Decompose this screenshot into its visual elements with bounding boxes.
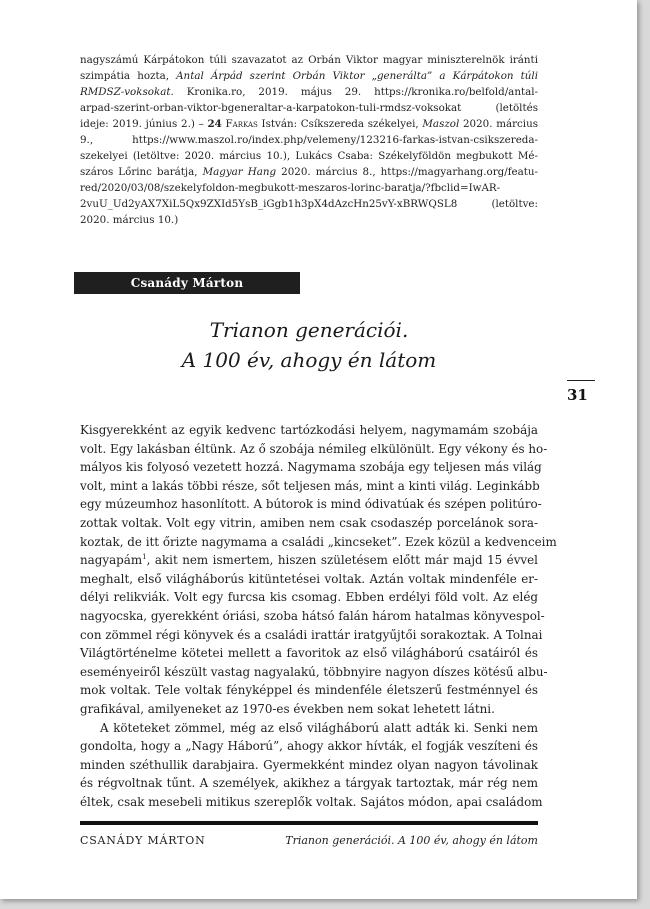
author-label: Csanády Márton	[74, 272, 300, 294]
footnote-line: arpad-szerint-orban-viktor-bgeneraltar-a-karpatokon-tuli-rmdsz-voksokat (letöltés	[80, 102, 538, 114]
body-line: eseményeiről készült vastag nagyalakú, többnyire nagyon díszes kötésű albu-	[80, 664, 548, 679]
body-line: volt. Egy lakásban éltünk. Az ő szobája némileg elkülönült. Egy vékony és ho-	[80, 441, 548, 456]
body-line: és régvoltnak tűnt. A személyek, akikhez a tárgyak tartoztak, már rég nem	[80, 776, 538, 791]
body-line: délyi relikviák. Volt egy furcsa kis csomag. Ebben erdélyi föld volt. Az elég	[80, 590, 538, 605]
body-line: Kisgyerekként az egyik kedvenc tartózkodási helyem, nagymamám szobája	[80, 423, 538, 437]
footnote-line: szimpátia hozta, Antal Árpád szerint Orbán Viktor „generálta” a Kárpátokon túli	[80, 70, 539, 82]
body-line: gondolta, hogy a „Nagy Háború”, ahogy akkor hívták, el fogják veszíteni és	[80, 739, 538, 754]
body-line: mok voltak. Tele voltak fényképpel és mindenféle életszerű festménnyel és	[80, 683, 538, 698]
article-body	[80, 421, 557, 811]
footnote-line: ideje: 2019. június 2.) – 24 Farkas István: Csíkszereda székelyei, Maszol 2020. március	[80, 118, 538, 130]
footnote-line: 9., https://www.maszol.ro/index.php/velemeny/123216-farkas-istvan-csikszereda-	[80, 134, 538, 146]
footnote-line: red/2020/03/08/szekelyfoldon-megbukott-meszaros-lorinc-baratja/?fbclid=IwAR-	[80, 182, 501, 194]
article-title-line-2: A 100 év, ahogy én látom	[181, 348, 437, 372]
running-footer-title: Trianon generációi. A 100 év, ahogy én látom	[285, 834, 538, 847]
body-line: egy múzeumhoz hasonlított. A bútorok is mind ódivatúak és szépen politúro-	[80, 497, 542, 512]
body-line: volt, mint a lakás többi része, sőt teljesen más, mint a kinti világ. Leginkább	[80, 478, 540, 493]
body-line: nagyocska, gyerekként óriási, szoba hátsó falán három hatalmas könyvespol-	[80, 608, 545, 623]
page-number: 31	[567, 386, 588, 404]
body-line: con zömmel régi könyvek és a családi irattár iratgyűjtői sorakoztak. A Tolnai	[80, 627, 543, 642]
footnote-line: RMDSZ-voksokat. Kronika.ro, 2019. május 29. https://kronika.ro/belfold/antal-	[80, 86, 538, 98]
footnote-line: nagyszámú Kárpátokon túli szavazatot az Orbán Viktor magyar miniszterelnök iránti	[80, 54, 538, 66]
footnote-marker: 1	[142, 553, 147, 562]
body-line: nagyapám$^1$, akit nem ismertem, hiszen születésem előtt már majd 15 évvel	[80, 553, 538, 568]
footer-rule	[80, 821, 538, 825]
page-number-rule	[567, 380, 595, 381]
footnote-line: szekelyei (letöltve: 2020. március 10.), Lukács Csaba: Székelyföldön megbukott Mé-	[80, 150, 538, 162]
body-line: minden széthullik darabjaira. Gyermekként mindez olyan nagyon távolinak	[80, 757, 538, 772]
footnote-line: 2020. március 10.)	[80, 214, 179, 226]
body-line: A köteteket zömmel, még az első világháború alatt adták ki. Senki nem	[100, 720, 538, 735]
running-footer-author: CSANÁDY MÁRTON	[80, 834, 206, 847]
article-title-line-1: Trianon generációi.	[209, 318, 409, 342]
body-line: koztak, de itt őrizte nagymama a családi „kincseket”. Ezek közül a kedvenceim	[80, 534, 557, 549]
body-line: grafikával, amilyeneket az 1970-es években nem sokat lehetett látni.	[80, 701, 495, 716]
body-line: Világtörténelme kötetei mellett a favoritok az első világháború csatáiról és	[80, 646, 538, 661]
body-line: éltek, csak mesebeli mitikus szereplők voltak. Sajátos módon, apai családom	[80, 794, 543, 809]
footnote-line: 2vuU_Ud2yAX7XiL5Qx9ZXId5YsB_iGgb1h3pX4dAzcHn25vY-xBRWQSL8 (letöltve:	[80, 198, 538, 210]
body-line: zottak voltak. Volt egy vitrin, amiben nem csak csodaszép porcelánok sora-	[80, 515, 538, 530]
body-line: mályos kis folyosó vezetett hozzá. Nagymama szobája egy teljesen más világ	[80, 460, 542, 475]
footnote-line: száros Lőrinc barátja, Magyar Hang 2020. március 8., https://magyarhang.org/featu-	[80, 166, 538, 178]
footnote-number: 24	[207, 118, 222, 130]
footnote-block	[80, 52, 538, 228]
body-line: meghalt, első világháborús kitüntetései voltak. Aztán voltak mindenféle er-	[80, 571, 538, 586]
